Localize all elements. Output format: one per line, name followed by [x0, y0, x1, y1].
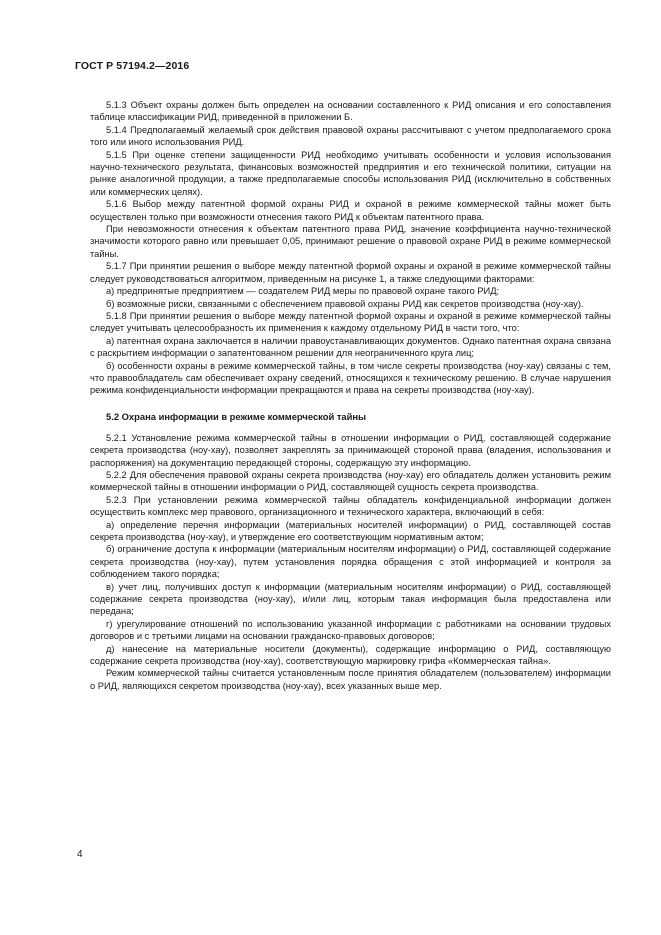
paragraph: 5.2.1 Установление режима коммерческой тайны в отношении информации о РИД, составляющей содержание секрета производства (ноу-хау), позволяет закреплять за принимающей стороной права (владения, использования и распоряжения) на документацию передающей стороны, содержащую эту информацию.	[90, 432, 611, 468]
list-item: д) нанесение на материальные носители (документы), содержащие информацию о РИД, составляющую содержание секрета производства (ноу-хау), соответствующую маркировку грифа «Коммерческая тайна».	[90, 643, 611, 667]
list-item: б) возможные риски, связанными с обеспечением правовой охраны РИД как секретов производства (ноу-хау).	[106, 298, 584, 309]
list-item: б) ограничение доступа к информации (материальным носителям информации) о РИД, составляющей содержание секрета производства (ноу-хау), путем установления порядка обращения с этой информацией и контроля за соблюдением такого порядка;	[90, 544, 611, 580]
paragraph: 5.2.2 Для обеспечения правовой охраны секрета производства (ноу-хау) его обладатель должен установить режим коммерческой тайны в отношении информации о РИД, составляющей сущность секрета производства.	[90, 469, 611, 493]
list-item: г) урегулирование отношений по использованию указанной информации с работниками на основании трудовых договоров и с третьими лицами на основании гражданско-правовых договоров;	[90, 618, 611, 642]
document-body	[90, 99, 611, 692]
page-number: 4	[77, 849, 83, 860]
paragraph: 5.2.3 При установлении режима коммерческой тайны обладатель конфиденциальной информации должен осуществить комплекс мер правового, организационного и технического характера, включающий в себя:	[90, 494, 611, 518]
paragraph: 5.1.4 Предполагаемый желаемый срок действия правовой охраны рассчитывают с учетом предполагаемого срока того или иного использования РИД.	[90, 124, 611, 148]
list-item: а) патентная охрана заключается в наличии правоустанавливающих документов. Однако патентная охрана связана с раскрытием информации о запатентованном решении для неограниченного круга лиц;	[90, 335, 611, 359]
list-item: а) определение перечня информации (материальных носителей информации) о РИД, составляющей состав секрета производства (ноу-хау), и утверждение его соответствующим нормативным актом;	[90, 519, 611, 542]
paragraph: Режим коммерческой тайны считается установленным после принятия обладателем (пользователем) информации о РИД, являющихся секретом производства (ноу-хау), всех указанных выше мер.	[90, 668, 611, 691]
list-item: в) учет лиц, получивших доступ к информации (материальным носителям информации) о РИД, составляющей содержание секрета производства (ноу-хау), и/или лиц, которым такая информация была предоставлена или передана;	[90, 581, 611, 617]
paragraph: 5.1.7 При принятии решения о выборе между патентной формой охраны и охраной в режиме коммерческой тайны следует руководствоваться алгоритмом, приведенным на рисунке 1, а также следующими факторами:	[90, 261, 611, 284]
paragraph: 5.1.3 Объект охраны должен быть определен на основании составленного к РИД описания и его сопоставления таблице классификации РИД, приведенной в приложении Б.	[90, 100, 611, 123]
paragraph: При невозможности отнесения к объектам патентного права РИД, значение коэффициента научно-технической значимости которого равно или превышает 0,05, принимают решение о правовой охране РИД в режиме коммерческой тайны.	[90, 224, 611, 259]
document-header: ГОСТ Р 57194.2—2016	[75, 60, 190, 72]
paragraph: 5.1.5 При оценке степени защищенности РИД необходимо учитывать особенности и условия использования научно-технического результата, финансовых возможностей предприятия и его технической политики, ситуации на рынке аналогичной продукции, а также предполагаемые способы использования РИД (исключительно в собственных или коммерческих целях).	[90, 149, 611, 197]
paragraph: 5.1.6 Выбор между патентной формой охраны РИД и охраной в режиме коммерческой тайны может быть осуществлен только при возможности отнесения такого РИД к объектам патентного права.	[90, 199, 611, 222]
paragraph: 5.1.8 При принятии решения о выборе между патентной формой охраны и охраной в режиме коммерческой тайны следует учитывать целесообразность их применения к каждому отдельному РИД в части того, что:	[90, 310, 611, 334]
section-heading: 5.2 Охрана информации в режиме коммерческой тайны	[106, 410, 367, 422]
list-item: б) особенности охраны в режиме коммерческой тайны, в том числе секреты производства (ноу-хау) связаны с тем, что правообладатель сам обеспечивает охрану сведений, относящихся к техническому решению. В случае нарушения режима конфиденциальности информации прекращаются и права на секреты производства (ноу-хау).	[90, 360, 611, 396]
list-item: а) предпринятые предприятием — создателем РИД меры по правовой охране такого РИД;	[106, 286, 500, 297]
